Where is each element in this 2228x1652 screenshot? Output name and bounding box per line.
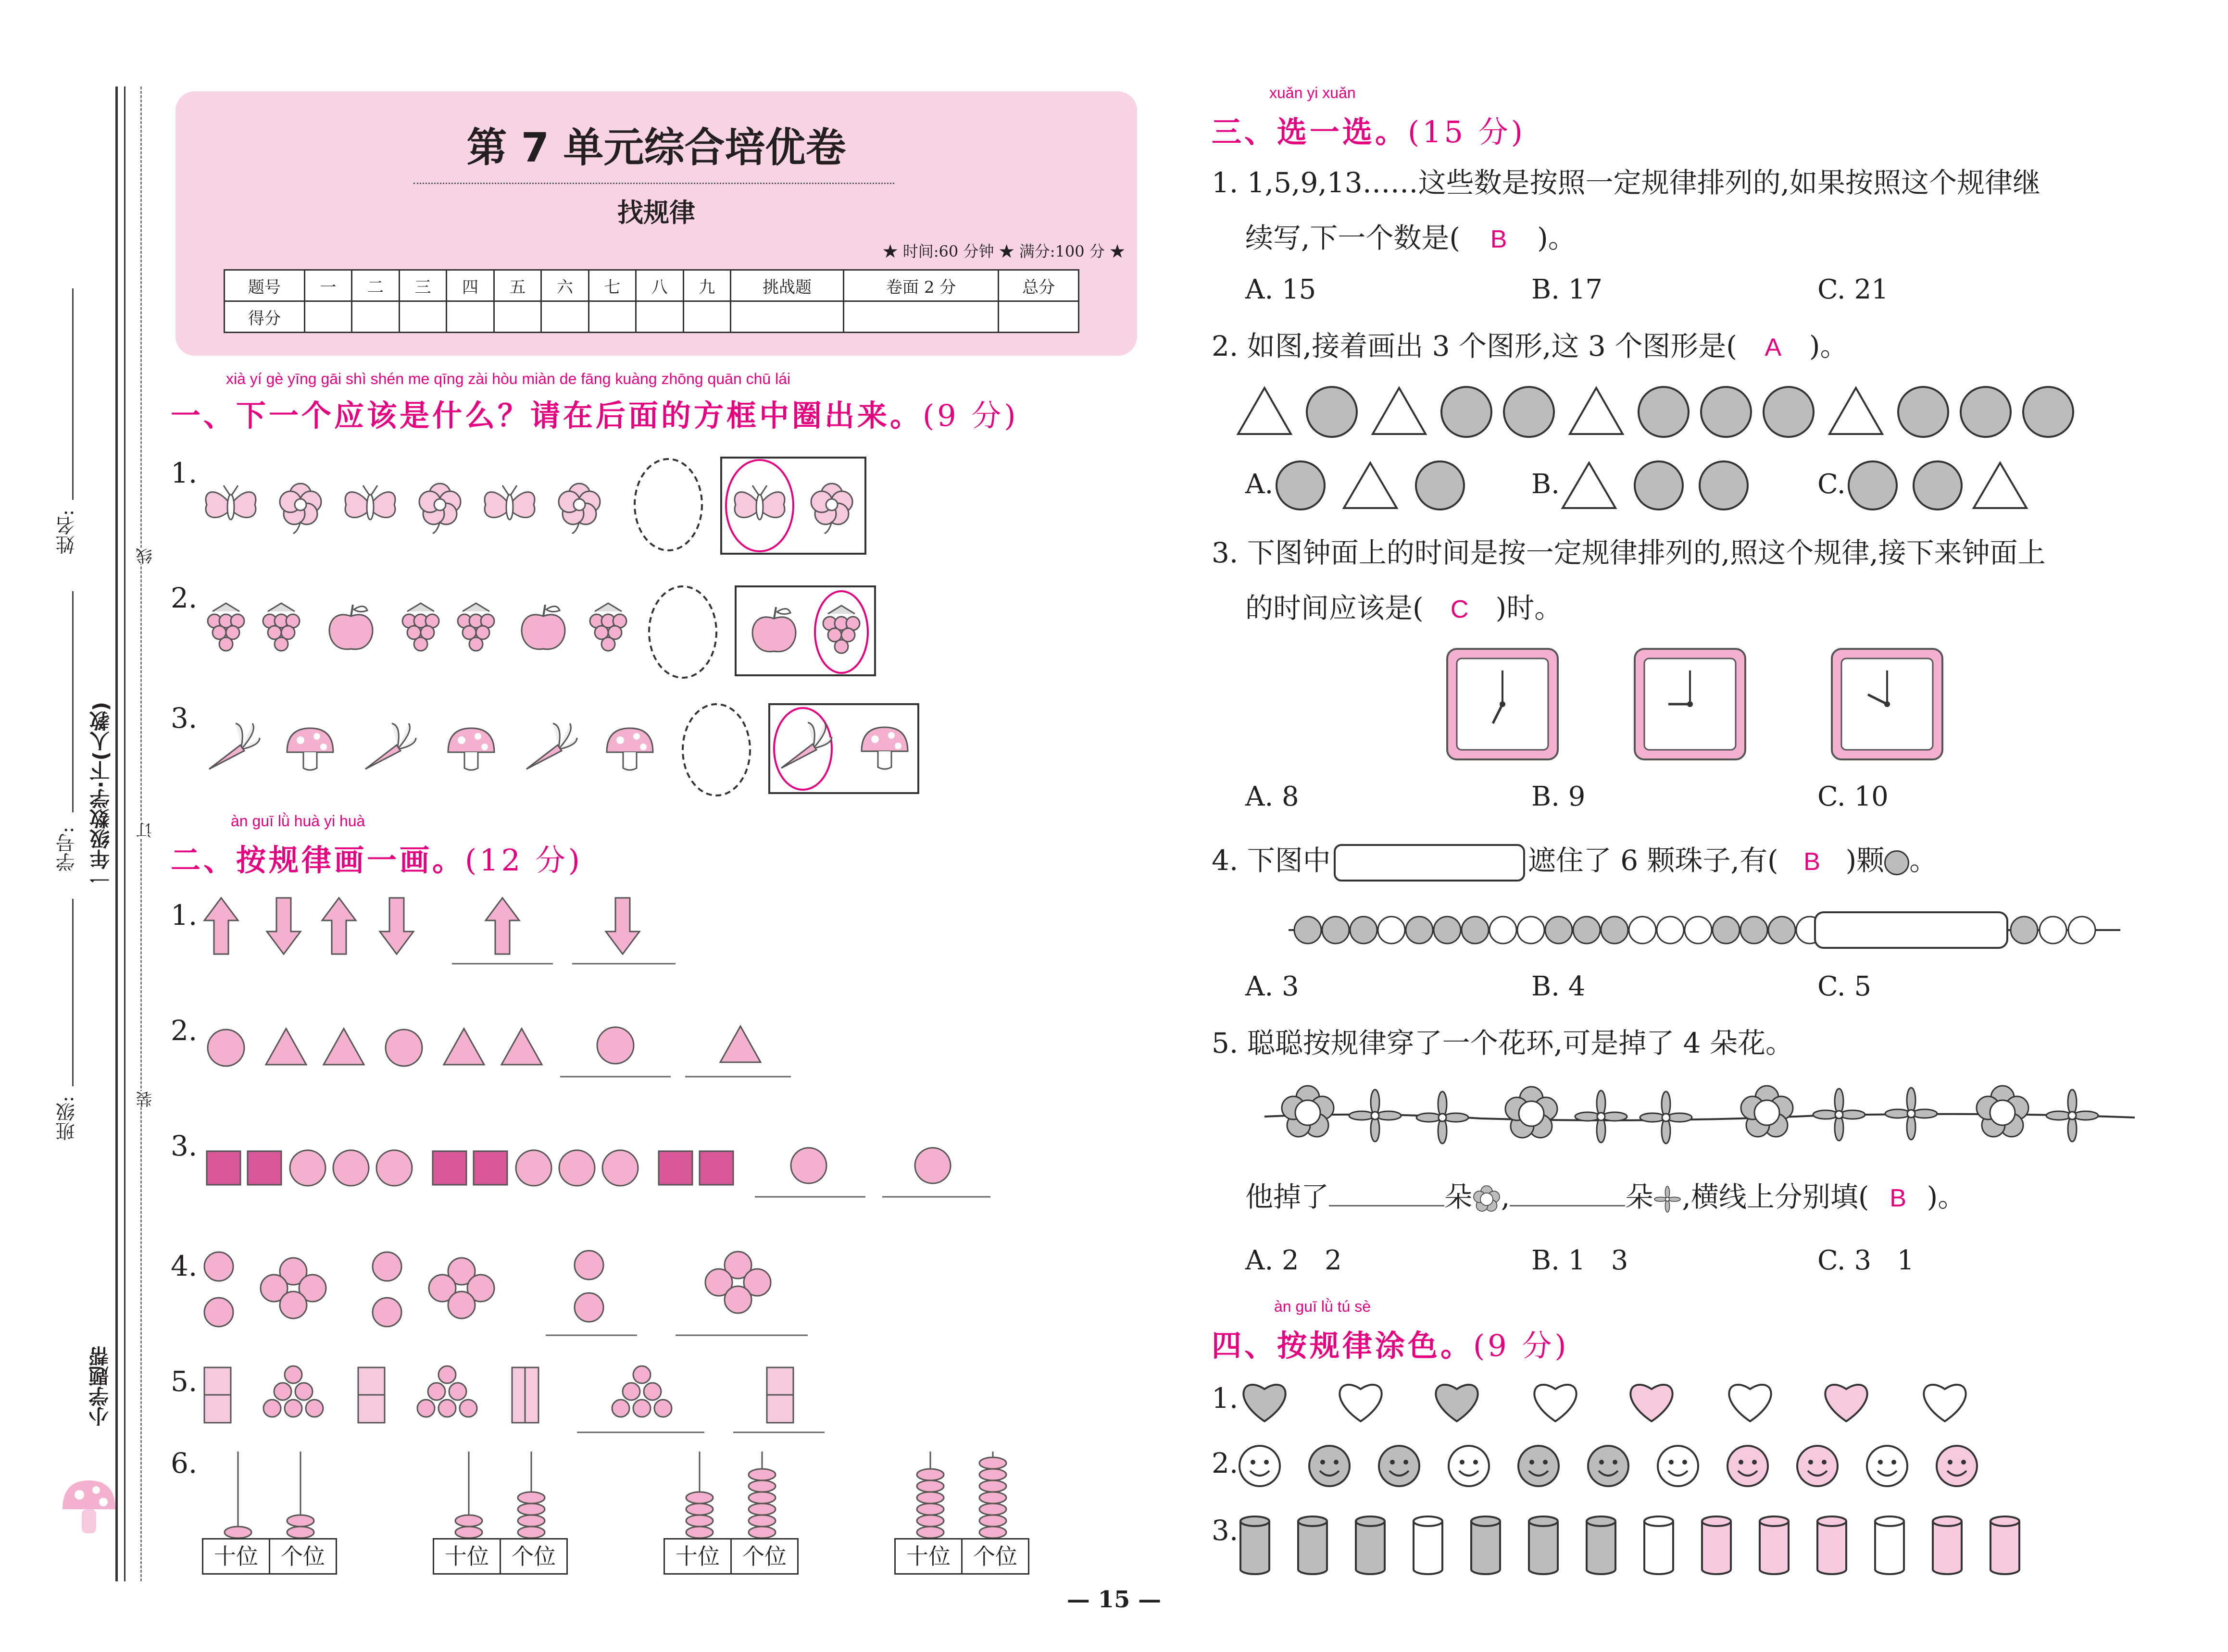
mushroom-logo (53, 1471, 125, 1548)
smiley-icon[interactable] (1727, 1446, 1768, 1486)
q3-3-option-b[interactable]: B. 9 (1531, 781, 1586, 812)
triangle-shape (444, 1029, 484, 1065)
circle-shape (915, 1148, 951, 1183)
circle-shape (208, 1030, 244, 1066)
flower-icon (419, 484, 461, 534)
sec1-points: (9 分) (923, 398, 1019, 433)
cover-box (1334, 844, 1525, 882)
apple-icon (329, 605, 373, 649)
q3-3-line2 (1245, 591, 1562, 626)
student-id-label: 学号: (56, 827, 78, 872)
q3-2-option-b[interactable]: B. (1531, 469, 1560, 500)
q3-1-text: 续写,下一个数是( (1245, 222, 1461, 254)
sec1-pinyin: xià yí gè yīng gāi shì shén me qīng zài hòu miàn de fāng kuàng zhōng quān chū lái (226, 370, 791, 387)
up-arrow-icon (322, 898, 356, 954)
abacus-3-base (663, 1538, 799, 1575)
q3-5-garland (1264, 1079, 2135, 1151)
q3-3-text-end: )时。 (1495, 592, 1563, 624)
cylinder-icon[interactable] (1760, 1516, 1789, 1574)
score-col: 一 (304, 270, 351, 301)
heart-icon[interactable] (1436, 1385, 1477, 1421)
bind-mark-ding: 订 (134, 822, 157, 838)
sec4-cylinders (1236, 1512, 2082, 1584)
name-label: 姓名: (56, 509, 78, 555)
abacus-4-base (894, 1538, 1029, 1575)
heart-icon[interactable] (1729, 1385, 1771, 1421)
score-col: 总分 (999, 270, 1079, 301)
score-cell[interactable] (494, 301, 541, 333)
sec3-title (1212, 108, 1526, 151)
abacus-ones-label: 个位 (281, 1543, 325, 1569)
sec2-q6-number: 6. (171, 1447, 198, 1479)
clock-icon (1635, 649, 1745, 759)
cylinder-icon[interactable] (1414, 1516, 1442, 1574)
q3-5-blank-1[interactable] (1329, 1181, 1444, 1206)
score-col: 八 (636, 270, 683, 301)
q3-4-option-c[interactable]: C. 5 (1817, 971, 1872, 1002)
score-cell[interactable] (636, 301, 683, 333)
score-cell[interactable] (352, 301, 399, 333)
sec2-q5-pattern (202, 1355, 846, 1442)
q3-2-line (1212, 329, 1848, 364)
sec2-q3-number: 3. (171, 1130, 198, 1162)
q3-5-option-a[interactable]: A. 2 2 (1245, 1245, 1342, 1276)
abacus-tens-label: 十位 (434, 1540, 501, 1573)
smiley-icon[interactable] (1797, 1446, 1838, 1486)
q3-4-bead-string (1289, 904, 2120, 956)
circle-shape (333, 1150, 369, 1186)
q3-2-option-b-shapes (1560, 459, 1762, 512)
circle-shape (516, 1150, 551, 1186)
leaf-flower-icon (1653, 1185, 1682, 1214)
square-shape (474, 1151, 507, 1185)
q3-5-answer[interactable]: B (1890, 1184, 1906, 1212)
cylinder-icon[interactable] (1471, 1516, 1500, 1574)
abacus-ones-label: 个位 (512, 1543, 556, 1569)
sec1-title (171, 392, 1019, 435)
sec1-q2-number: 2. (171, 582, 198, 614)
cylinder-icon[interactable] (1933, 1516, 1962, 1574)
q3-1-line2 (1245, 221, 1576, 256)
score-cell[interactable] (999, 301, 1079, 333)
sec4-faces (1236, 1437, 2015, 1495)
sec3-title-text: 三、选一选。 (1212, 114, 1408, 149)
up-arrow-icon (486, 898, 519, 954)
brand-label: 小学题帮 (88, 1346, 112, 1427)
q3-5-line1: 5. 聪聪按规律穿了一个花环,可是掉了 4 朵花。 (1212, 1027, 1793, 1059)
q3-1-option-a[interactable]: A. 15 (1245, 274, 1316, 305)
title-divider (413, 183, 894, 184)
big-flower-icon (1472, 1185, 1501, 1214)
abacus-1-base (202, 1538, 337, 1575)
heart-icon[interactable] (1825, 1385, 1867, 1421)
smiley-icon[interactable] (1937, 1446, 1977, 1486)
q3-1-option-c[interactable]: C. 21 (1817, 274, 1889, 305)
q3-2-option-c-shapes (1846, 459, 2048, 512)
answer-blank[interactable] (649, 586, 716, 678)
q3-1-option-b[interactable]: B. 17 (1531, 274, 1603, 305)
triangle-shape (501, 1029, 542, 1065)
square-shape (700, 1151, 733, 1185)
score-cell[interactable] (731, 301, 844, 333)
abacus-ones-label: 个位 (742, 1543, 787, 1569)
score-row-label: 得分 (225, 301, 305, 333)
score-col: 三 (399, 270, 446, 301)
sec4-q3-number: 3. (1212, 1514, 1239, 1547)
q3-3-answer[interactable]: C (1450, 596, 1469, 623)
clock-icon (1447, 649, 1558, 759)
sec2-q4-number: 4. (171, 1250, 198, 1282)
q3-2-text-end: )。 (1809, 330, 1848, 362)
square-shape (248, 1151, 281, 1185)
circle-shape (386, 1030, 422, 1066)
sec1-q2-pattern (192, 577, 885, 683)
cylinder-icon[interactable] (1529, 1516, 1558, 1574)
cylinder-icon[interactable] (1990, 1516, 2019, 1574)
clock-icon (1832, 649, 1942, 759)
q3-5-text-a: 他掉了 (1245, 1180, 1329, 1213)
cylinder-icon[interactable] (1356, 1516, 1385, 1574)
score-cell[interactable] (541, 301, 588, 333)
q3-5-blank-2[interactable] (1510, 1181, 1625, 1206)
mushroom-icon (448, 728, 494, 770)
sec4-hearts (1236, 1372, 1981, 1430)
smiley-icon[interactable] (1867, 1446, 1907, 1486)
grape-icon (402, 603, 439, 651)
class-label: 班级: (56, 1096, 78, 1141)
flower-icon (559, 484, 600, 534)
carrot-icon (365, 723, 416, 769)
circle-shape (602, 1150, 638, 1186)
square-shape (207, 1151, 240, 1185)
book-title: 一年级数学·下(人教) (89, 702, 113, 890)
q3-5-option-c[interactable]: C. 3 1 (1817, 1245, 1915, 1276)
score-col: 六 (541, 270, 588, 301)
sec4-points: (9 分) (1473, 1328, 1569, 1363)
circle-shape (559, 1150, 595, 1186)
sec1-q3-pattern (192, 697, 933, 803)
score-table (224, 269, 1079, 333)
triangle-shape (720, 1026, 761, 1062)
sec4-q1-number: 1. (1212, 1382, 1239, 1415)
abacus-tens-label: 十位 (203, 1540, 270, 1573)
cylinder-icon[interactable] (1587, 1516, 1615, 1574)
q3-4-option-a[interactable]: A. 3 (1245, 971, 1299, 1002)
smiley-icon[interactable] (1588, 1446, 1628, 1486)
q3-2-option-a[interactable]: A. (1245, 469, 1274, 500)
student-id-field[interactable] (72, 591, 74, 812)
sec2-q5-number: 5. (171, 1365, 198, 1398)
heart-icon[interactable] (1630, 1385, 1672, 1421)
abacus-tens-label: 十位 (896, 1540, 963, 1573)
page-subtitle: 找规律 (617, 198, 695, 228)
q3-1-answer[interactable]: B (1490, 225, 1507, 253)
down-arrow-icon (267, 898, 300, 954)
exam-meta: ★ 时间:60 分钟 ★ 满分:100 分 ★ (882, 242, 1125, 261)
score-cell[interactable] (304, 301, 351, 333)
bind-mark-zhuang: 装 (134, 1091, 157, 1107)
smiley-icon[interactable] (1518, 1446, 1559, 1486)
cylinder-icon[interactable] (1875, 1516, 1904, 1574)
q3-2-answer[interactable]: A (1765, 334, 1782, 361)
heart-icon[interactable] (1339, 1385, 1381, 1421)
q3-4-line (1212, 844, 1937, 882)
mushroom-icon (607, 728, 653, 770)
sec2-q1-pattern (202, 894, 712, 976)
score-col: 四 (447, 270, 494, 301)
score-col: 挑战题 (731, 270, 844, 301)
q3-4-text-2: 遮住了 6 颗珠子,有( (1527, 844, 1778, 877)
sec2-q4-pattern (202, 1240, 827, 1346)
answer-blank[interactable] (683, 704, 750, 795)
q3-2-option-a-shapes (1274, 459, 1476, 512)
q3-4-option-b[interactable]: B. 4 (1531, 971, 1586, 1002)
abacus-2-base (433, 1538, 568, 1575)
score-cell[interactable] (399, 301, 446, 333)
sec2-q3-pattern (202, 1134, 990, 1206)
smiley-icon[interactable] (1239, 1446, 1280, 1486)
up-arrow-icon (204, 898, 238, 954)
apple-icon (522, 605, 565, 649)
sec2-q2-number: 2. (171, 1014, 198, 1047)
sec2-points: (12 分) (465, 843, 583, 878)
sec1-q1-number: 1. (171, 457, 198, 489)
q3-3-option-c[interactable]: C. 10 (1817, 781, 1889, 812)
page-title: 第 7 单元综合培优卷 (466, 124, 846, 171)
sec2-title-text: 二、按规律画一画。 (171, 843, 465, 878)
q3-5-text-b: 朵 (1444, 1180, 1473, 1213)
square-shape (659, 1151, 692, 1185)
carrot-icon (209, 723, 260, 769)
q3-3-line1: 3. 下图钟面上的时间是按一定规律排列的,照这个规律,接下来钟面上 (1212, 536, 2046, 569)
sec1-title-text: 一、下一个应该是什么？请在后面的方框中圈出来。 (171, 398, 923, 433)
sec2-pinyin: àn guī lǜ huà yi huà (231, 812, 365, 830)
heart-icon[interactable] (1243, 1385, 1285, 1421)
q3-4-text: 4. 下图中 (1212, 844, 1331, 877)
score-col: 九 (683, 270, 730, 301)
score-col: 二 (352, 270, 399, 301)
circle-shape (597, 1027, 634, 1064)
score-cell[interactable] (844, 301, 999, 333)
q3-1-text-end: )。 (1537, 222, 1576, 254)
sec3-points: (15 分) (1408, 114, 1526, 149)
score-table-header-row (225, 270, 1079, 301)
abacus-ones-label: 个位 (973, 1543, 1017, 1569)
smiley-icon[interactable] (1379, 1446, 1419, 1486)
sec1-q1-pattern (192, 452, 885, 558)
circle-shape (376, 1150, 412, 1186)
q3-3-option-a[interactable]: A. 8 (1245, 781, 1299, 812)
sec3-pinyin: xuǎn yi xuǎn (1269, 84, 1356, 101)
flower-icon (280, 484, 321, 534)
triangle-shape (324, 1029, 364, 1065)
square-shape (433, 1151, 466, 1185)
sec4-title (1212, 1322, 1569, 1365)
triangle-shape (266, 1029, 306, 1065)
score-cell[interactable] (588, 301, 636, 333)
score-table-score-row (225, 301, 1079, 333)
grape-icon (458, 603, 494, 651)
score-col: 七 (588, 270, 636, 301)
mushroom-icon (287, 728, 333, 770)
circle-shape (791, 1148, 826, 1183)
q3-1-line1: 1. 1,5,9,13……这些数是按照一定规律排列的,如果按照这个规律继 (1212, 166, 2041, 199)
score-col: 题号 (225, 270, 305, 301)
q3-5-text-e: ,横线上分别填( (1682, 1180, 1869, 1213)
score-cell[interactable] (683, 301, 730, 333)
smiley-icon[interactable] (1449, 1446, 1489, 1486)
sec2-title (171, 836, 583, 879)
q3-5-text-f: )。 (1927, 1180, 1966, 1213)
grape-icon (590, 603, 626, 651)
binding-line-outer (115, 87, 118, 1581)
q3-4-text-4: 。 (1909, 844, 1938, 877)
sec2-q2-pattern (202, 1014, 808, 1086)
q3-2-text: 2. 如图,接着画出 3 个图形,这 3 个图形是( (1212, 330, 1737, 362)
name-field[interactable] (72, 288, 74, 500)
cylinder-icon[interactable] (1240, 1516, 1269, 1574)
sec4-pinyin: àn guī lǜ tú sè (1274, 1298, 1371, 1315)
cylinder-icon[interactable] (1817, 1516, 1846, 1574)
score-col: 卷面 2 分 (844, 270, 999, 301)
heart-icon[interactable] (1534, 1385, 1576, 1421)
grape-icon (208, 603, 244, 651)
smiley-icon[interactable] (1658, 1446, 1698, 1486)
sec4-title-text: 四、按规律涂色。 (1212, 1328, 1474, 1363)
answer-blank[interactable] (635, 459, 702, 550)
q3-4-answer[interactable]: B (1803, 848, 1820, 876)
heart-icon[interactable] (1924, 1385, 1965, 1421)
butterfly-icon (345, 485, 395, 520)
butterfly-icon (485, 485, 535, 520)
q3-2-pattern (1236, 382, 2082, 445)
cylinder-icon[interactable] (1702, 1516, 1731, 1574)
q3-5-fill-line (1245, 1180, 1965, 1215)
sec4-q2-number: 2. (1212, 1447, 1239, 1479)
q3-5-option-b[interactable]: B. 1 3 (1531, 1245, 1628, 1276)
cylinder-icon[interactable] (1298, 1516, 1327, 1574)
sec2-q1-number: 1. (171, 899, 198, 932)
q3-2-option-c[interactable]: C. (1817, 469, 1846, 500)
down-arrow-icon (380, 898, 413, 954)
bind-mark-line: 线 (134, 548, 157, 564)
gray-bead-icon (1884, 850, 1909, 875)
sec1-q3-number: 3. (171, 702, 198, 734)
down-arrow-icon (606, 898, 639, 954)
q3-5-text-d: 朵 (1625, 1180, 1653, 1213)
score-col: 五 (494, 270, 541, 301)
grape-icon (263, 603, 300, 651)
q3-3-clocks (1442, 644, 1947, 764)
q3-4-text-3: )颗 (1845, 844, 1885, 877)
circle-shape (290, 1150, 325, 1186)
butterfly-icon (206, 485, 256, 520)
carrot-icon (526, 723, 577, 769)
page-number: — 15 — (1066, 1586, 1162, 1613)
q3-3-text: 的时间应该是( (1245, 592, 1424, 624)
cylinder-icon[interactable] (1644, 1516, 1673, 1574)
q3-5-text-c: , (1501, 1180, 1510, 1213)
class-field[interactable] (72, 899, 74, 1086)
smiley-icon[interactable] (1309, 1446, 1350, 1486)
score-cell[interactable] (447, 301, 494, 333)
abacus-tens-label: 十位 (665, 1540, 732, 1573)
binding-line-inner (124, 87, 125, 1581)
